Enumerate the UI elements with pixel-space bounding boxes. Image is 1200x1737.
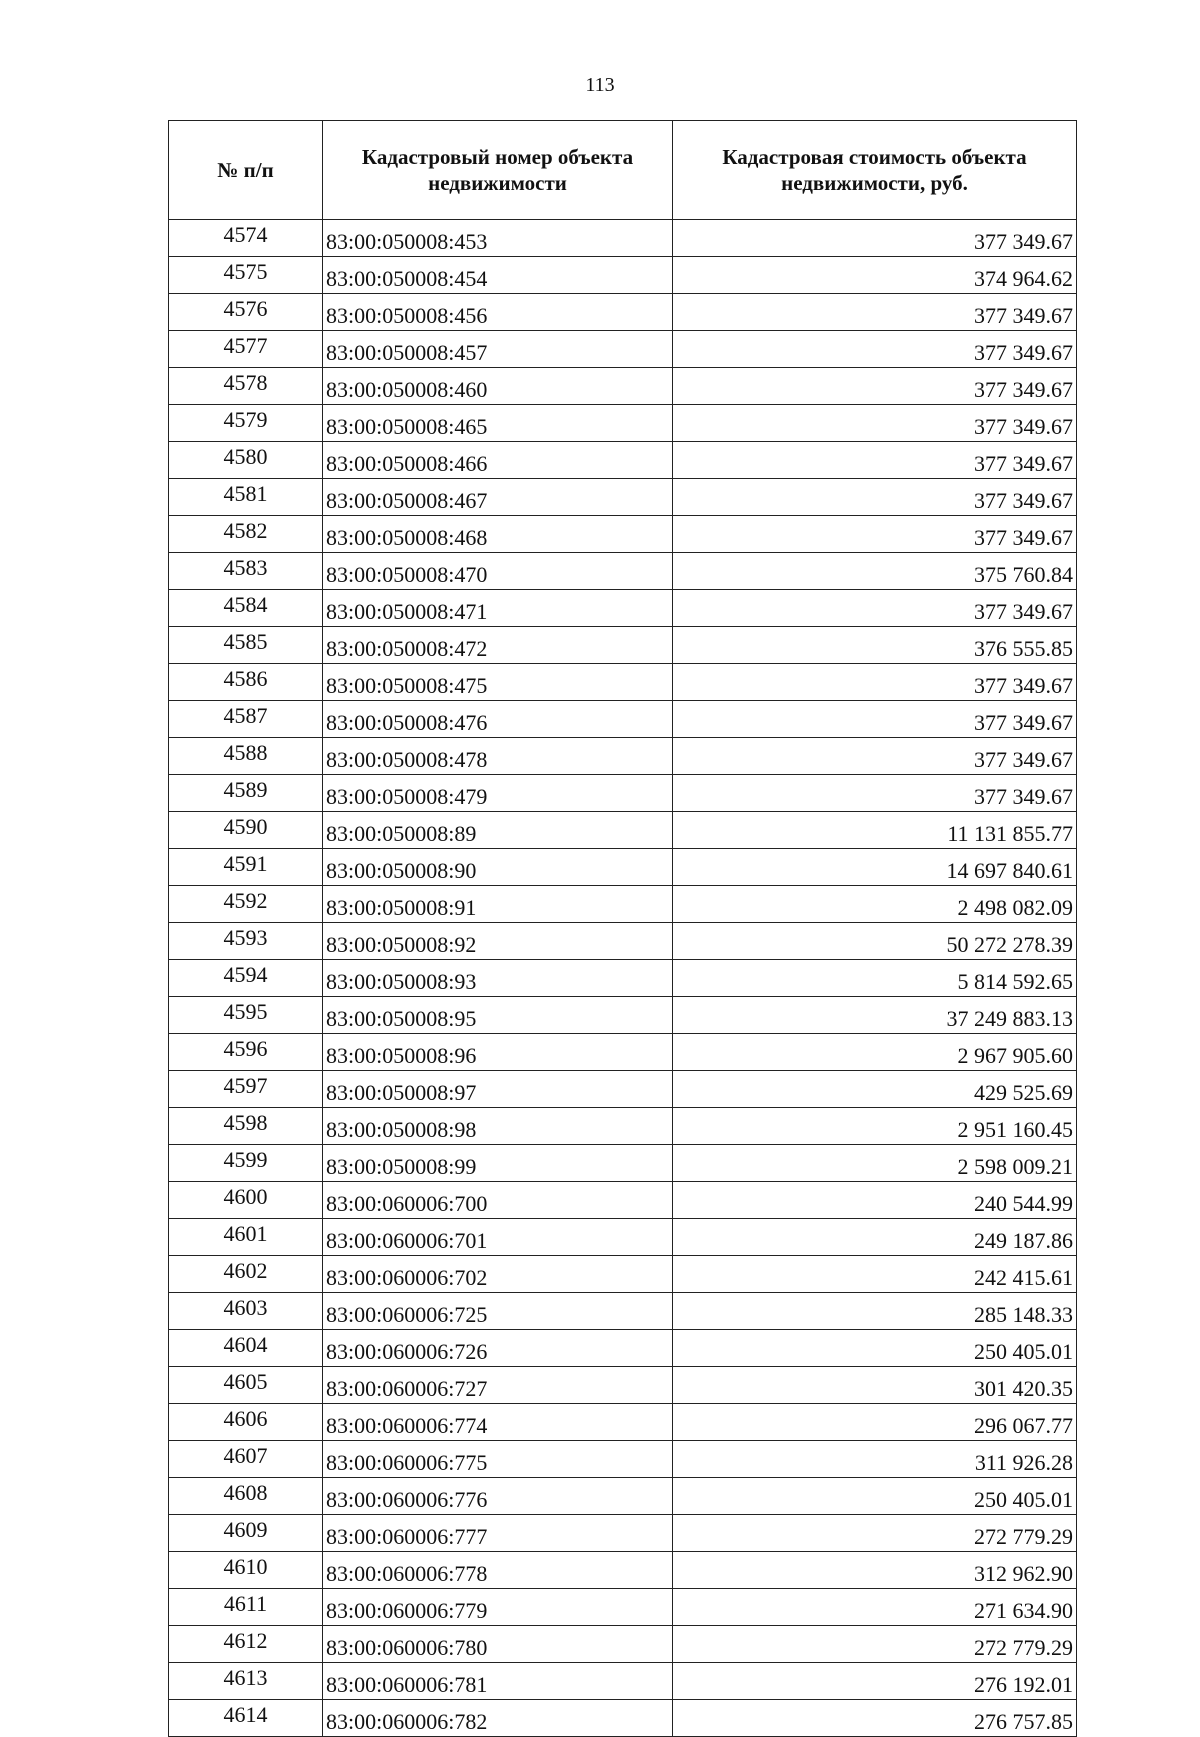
- row-number-cell: 4596: [169, 1034, 323, 1071]
- cadastral-value-cell: 377 349.67: [673, 479, 1077, 516]
- cadastral-value-cell: 377 349.67: [673, 442, 1077, 479]
- cadastral-number-cell: 83:00:060006:779: [323, 1589, 673, 1626]
- table-row: [169, 1552, 1077, 1589]
- cadastral-number-cell: 83:00:050008:92: [323, 923, 673, 960]
- cadastral-number-cell: 83:00:050008:472: [323, 627, 673, 664]
- cadastral-number-cell: 83:00:050008:454: [323, 257, 673, 294]
- cadastral-value-cell: 276 757.85: [673, 1700, 1077, 1737]
- cadastral-value-cell: 249 187.86: [673, 1219, 1077, 1256]
- cadastral-value-cell: 375 760.84: [673, 553, 1077, 590]
- cadastral-number-cell: 83:00:060006:726: [323, 1330, 673, 1367]
- cadastral-number-cell: 83:00:060006:776: [323, 1478, 673, 1515]
- row-number-cell: 4579: [169, 405, 323, 442]
- cadastral-number-cell: 83:00:050008:91: [323, 886, 673, 923]
- cadastral-value-cell: 377 349.67: [673, 590, 1077, 627]
- cadastral-number-cell: 83:00:050008:457: [323, 331, 673, 368]
- row-number-cell: 4592: [169, 886, 323, 923]
- table-row: [169, 1071, 1077, 1108]
- row-number-cell: 4590: [169, 812, 323, 849]
- cadastral-number-cell: 83:00:060006:702: [323, 1256, 673, 1293]
- table-row: [169, 1034, 1077, 1071]
- row-number-cell: 4583: [169, 553, 323, 590]
- row-number-cell: 4608: [169, 1478, 323, 1515]
- table-row: [169, 479, 1077, 516]
- cadastral-value-cell: 377 349.67: [673, 294, 1077, 331]
- row-number-cell: 4609: [169, 1515, 323, 1552]
- cadastral-number-cell: 83:00:060006:780: [323, 1626, 673, 1663]
- table-row: [169, 1256, 1077, 1293]
- table-row: [169, 1367, 1077, 1404]
- table-row: [169, 849, 1077, 886]
- table-row: [169, 1626, 1077, 1663]
- cadastral-number-cell: 83:00:050008:97: [323, 1071, 673, 1108]
- header-row-number: № п/п: [169, 121, 323, 220]
- table-row: [169, 1330, 1077, 1367]
- row-number-cell: 4600: [169, 1182, 323, 1219]
- cadastral-value-cell: 311 926.28: [673, 1441, 1077, 1478]
- table-row: [169, 1700, 1077, 1737]
- cadastral-number-cell: 83:00:050008:466: [323, 442, 673, 479]
- cadastral-value-cell: 377 349.67: [673, 368, 1077, 405]
- row-number-cell: 4575: [169, 257, 323, 294]
- table-row: [169, 1478, 1077, 1515]
- row-number-cell: 4613: [169, 1663, 323, 1700]
- row-number-cell: 4589: [169, 775, 323, 812]
- cadastral-number-cell: 83:00:050008:479: [323, 775, 673, 812]
- cadastral-value-cell: 376 555.85: [673, 627, 1077, 664]
- cadastral-value-cell: 377 349.67: [673, 220, 1077, 257]
- row-number-cell: 4607: [169, 1441, 323, 1478]
- row-number-cell: 4587: [169, 701, 323, 738]
- cadastral-number-cell: 83:00:060006:725: [323, 1293, 673, 1330]
- cadastral-value-cell: 377 349.67: [673, 738, 1077, 775]
- table-row: [169, 923, 1077, 960]
- table-row: [169, 1663, 1077, 1700]
- cadastral-number-cell: 83:00:060006:701: [323, 1219, 673, 1256]
- row-number-cell: 4584: [169, 590, 323, 627]
- cadastral-number-cell: 83:00:060006:774: [323, 1404, 673, 1441]
- cadastral-value-table: [168, 120, 1077, 1737]
- cadastral-number-cell: 83:00:050008:471: [323, 590, 673, 627]
- row-number-cell: 4597: [169, 1071, 323, 1108]
- cadastral-number-cell: 83:00:060006:778: [323, 1552, 673, 1589]
- row-number-cell: 4595: [169, 997, 323, 1034]
- cadastral-number-cell: 83:00:060006:727: [323, 1367, 673, 1404]
- cadastral-number-cell: 83:00:060006:781: [323, 1663, 673, 1700]
- row-number-cell: 4574: [169, 220, 323, 257]
- row-number-cell: 4593: [169, 923, 323, 960]
- cadastral-number-cell: 83:00:060006:777: [323, 1515, 673, 1552]
- row-number-cell: 4610: [169, 1552, 323, 1589]
- cadastral-value-cell: 5 814 592.65: [673, 960, 1077, 997]
- table-row: [169, 1515, 1077, 1552]
- row-number-cell: 4577: [169, 331, 323, 368]
- cadastral-number-cell: 83:00:050008:478: [323, 738, 673, 775]
- row-number-cell: 4604: [169, 1330, 323, 1367]
- table-row: [169, 1108, 1077, 1145]
- cadastral-value-cell: 37 249 883.13: [673, 997, 1077, 1034]
- cadastral-value-cell: 296 067.77: [673, 1404, 1077, 1441]
- row-number-cell: 4578: [169, 368, 323, 405]
- table-row: [169, 960, 1077, 997]
- cadastral-number-cell: 83:00:050008:476: [323, 701, 673, 738]
- cadastral-value-cell: 276 192.01: [673, 1663, 1077, 1700]
- row-number-cell: 4611: [169, 1589, 323, 1626]
- table-row: [169, 701, 1077, 738]
- table-row: [169, 1145, 1077, 1182]
- table-row: [169, 1441, 1077, 1478]
- table-row: [169, 442, 1077, 479]
- cadastral-number-cell: 83:00:050008:90: [323, 849, 673, 886]
- cadastral-number-cell: 83:00:050008:475: [323, 664, 673, 701]
- table-row: [169, 1219, 1077, 1256]
- cadastral-value-cell: 242 415.61: [673, 1256, 1077, 1293]
- table-header-row: [169, 121, 1077, 220]
- header-cadastral-number: Кадастровый номер объекта недвижимости: [323, 121, 673, 220]
- cadastral-number-cell: 83:00:050008:460: [323, 368, 673, 405]
- cadastral-value-cell: 271 634.90: [673, 1589, 1077, 1626]
- row-number-cell: 4602: [169, 1256, 323, 1293]
- table-row: [169, 997, 1077, 1034]
- row-number-cell: 4598: [169, 1108, 323, 1145]
- row-number-cell: 4603: [169, 1293, 323, 1330]
- cadastral-value-cell: 14 697 840.61: [673, 849, 1077, 886]
- table-row: [169, 812, 1077, 849]
- row-number-cell: 4580: [169, 442, 323, 479]
- cadastral-value-cell: 377 349.67: [673, 664, 1077, 701]
- cadastral-value-cell: 250 405.01: [673, 1330, 1077, 1367]
- cadastral-number-cell: 83:00:050008:468: [323, 516, 673, 553]
- cadastral-value-cell: 429 525.69: [673, 1071, 1077, 1108]
- page-number: 113: [585, 74, 615, 96]
- table-row: [169, 1404, 1077, 1441]
- cadastral-number-cell: 83:00:050008:470: [323, 553, 673, 590]
- cadastral-value-cell: 2 951 160.45: [673, 1108, 1077, 1145]
- cadastral-value-cell: 272 779.29: [673, 1515, 1077, 1552]
- row-number-cell: 4594: [169, 960, 323, 997]
- row-number-cell: 4606: [169, 1404, 323, 1441]
- cadastral-number-cell: 83:00:050008:467: [323, 479, 673, 516]
- cadastral-number-cell: 83:00:060006:782: [323, 1700, 673, 1737]
- cadastral-number-cell: 83:00:050008:98: [323, 1108, 673, 1145]
- table-row: [169, 294, 1077, 331]
- cadastral-value-cell: 50 272 278.39: [673, 923, 1077, 960]
- table-row: [169, 664, 1077, 701]
- cadastral-number-cell: 83:00:050008:453: [323, 220, 673, 257]
- cadastral-value-cell: 250 405.01: [673, 1478, 1077, 1515]
- cadastral-value-cell: 2 498 082.09: [673, 886, 1077, 923]
- cadastral-number-cell: 83:00:050008:96: [323, 1034, 673, 1071]
- cadastral-value-cell: 301 420.35: [673, 1367, 1077, 1404]
- cadastral-number-cell: 83:00:050008:99: [323, 1145, 673, 1182]
- row-number-cell: 4605: [169, 1367, 323, 1404]
- cadastral-value-cell: 272 779.29: [673, 1626, 1077, 1663]
- table-row: [169, 590, 1077, 627]
- table-row: [169, 775, 1077, 812]
- cadastral-number-cell: 83:00:060006:775: [323, 1441, 673, 1478]
- cadastral-number-cell: 83:00:050008:93: [323, 960, 673, 997]
- cadastral-value-cell: 377 349.67: [673, 331, 1077, 368]
- table-row: [169, 1182, 1077, 1219]
- cadastral-value-cell: 11 131 855.77: [673, 812, 1077, 849]
- cadastral-value-cell: 377 349.67: [673, 405, 1077, 442]
- cadastral-number-cell: 83:00:050008:456: [323, 294, 673, 331]
- table-row: [169, 886, 1077, 923]
- row-number-cell: 4588: [169, 738, 323, 775]
- table-row: [169, 553, 1077, 590]
- row-number-cell: 4581: [169, 479, 323, 516]
- cadastral-value-cell: 377 349.67: [673, 516, 1077, 553]
- cadastral-value-cell: 285 148.33: [673, 1293, 1077, 1330]
- row-number-cell: 4591: [169, 849, 323, 886]
- table-row: [169, 331, 1077, 368]
- table-body: [169, 220, 1077, 1737]
- table-row: [169, 257, 1077, 294]
- row-number-cell: 4576: [169, 294, 323, 331]
- header-cadastral-value: Кадастровая стоимость объекта недвижимости, руб.: [673, 121, 1077, 220]
- table-row: [169, 1589, 1077, 1626]
- cadastral-value-cell: 377 349.67: [673, 775, 1077, 812]
- row-number-cell: 4612: [169, 1626, 323, 1663]
- table-row: [169, 368, 1077, 405]
- cadastral-value-cell: 240 544.99: [673, 1182, 1077, 1219]
- cadastral-value-cell: 2 967 905.60: [673, 1034, 1077, 1071]
- cadastral-number-cell: 83:00:060006:700: [323, 1182, 673, 1219]
- table-row: [169, 405, 1077, 442]
- table-row: [169, 738, 1077, 775]
- cadastral-number-cell: 83:00:050008:95: [323, 997, 673, 1034]
- cadastral-value-cell: 374 964.62: [673, 257, 1077, 294]
- cadastral-value-cell: 2 598 009.21: [673, 1145, 1077, 1182]
- table-row: [169, 220, 1077, 257]
- row-number-cell: 4614: [169, 1700, 323, 1737]
- table-row: [169, 1293, 1077, 1330]
- table-row: [169, 627, 1077, 664]
- row-number-cell: 4586: [169, 664, 323, 701]
- cadastral-value-cell: 312 962.90: [673, 1552, 1077, 1589]
- cadastral-value-cell: 377 349.67: [673, 701, 1077, 738]
- row-number-cell: 4582: [169, 516, 323, 553]
- cadastral-number-cell: 83:00:050008:89: [323, 812, 673, 849]
- row-number-cell: 4601: [169, 1219, 323, 1256]
- cadastral-number-cell: 83:00:050008:465: [323, 405, 673, 442]
- table-row: [169, 516, 1077, 553]
- row-number-cell: 4599: [169, 1145, 323, 1182]
- table-header: [169, 121, 1077, 220]
- row-number-cell: 4585: [169, 627, 323, 664]
